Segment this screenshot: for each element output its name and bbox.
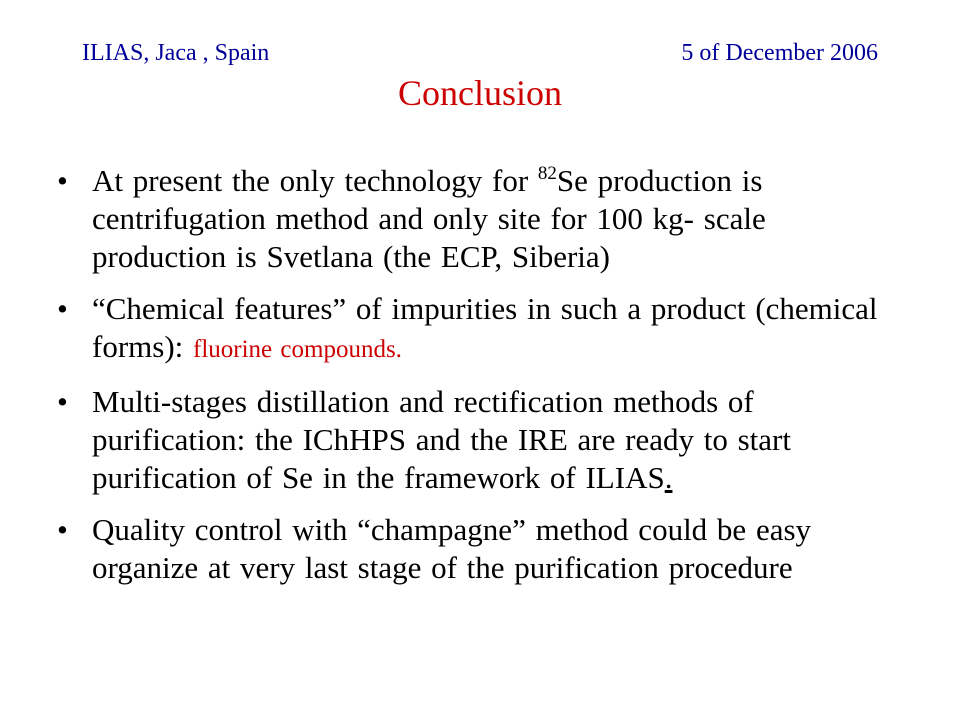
bullet-text: At present the only technology for <box>92 163 538 198</box>
slide-title: Conclusion <box>397 73 562 113</box>
bullet-text-continued: Se production is centrifugation method and only site for 100 kg- scale production is Svetlana (the ECP, Siberia) <box>92 163 766 274</box>
bullet-text: Quality control with “champagne” method could be easy organize at very last stage of the purification procedure <box>92 512 812 585</box>
isotope-superscript: 82 <box>537 163 557 184</box>
bullet-text: Multi-stages distillation and rectification methods of purification: the IChHPS and the IRE are ready to start purification of Se in the framework of ILIAS <box>92 384 791 495</box>
bullet-item-purification <box>52 383 902 497</box>
underlined-period: . <box>664 460 673 495</box>
highlight-text: fluorine compounds. <box>193 336 402 363</box>
bullet-list <box>52 162 902 601</box>
bullet-item-production <box>52 162 902 276</box>
bullet-icon: • <box>57 163 68 198</box>
bullet-item-quality-control <box>52 511 902 587</box>
bullet-icon: • <box>57 512 68 547</box>
bullet-item-chemical-features <box>52 290 902 369</box>
bullet-icon: • <box>57 384 68 419</box>
header-date: 5 of December 2006 <box>681 40 878 66</box>
bullet-icon: • <box>57 291 68 326</box>
bullet-text: “Chemical features” of impurities in such a product (chemical forms): <box>92 291 878 364</box>
header-location: ILIAS, Jaca , Spain <box>82 40 270 66</box>
